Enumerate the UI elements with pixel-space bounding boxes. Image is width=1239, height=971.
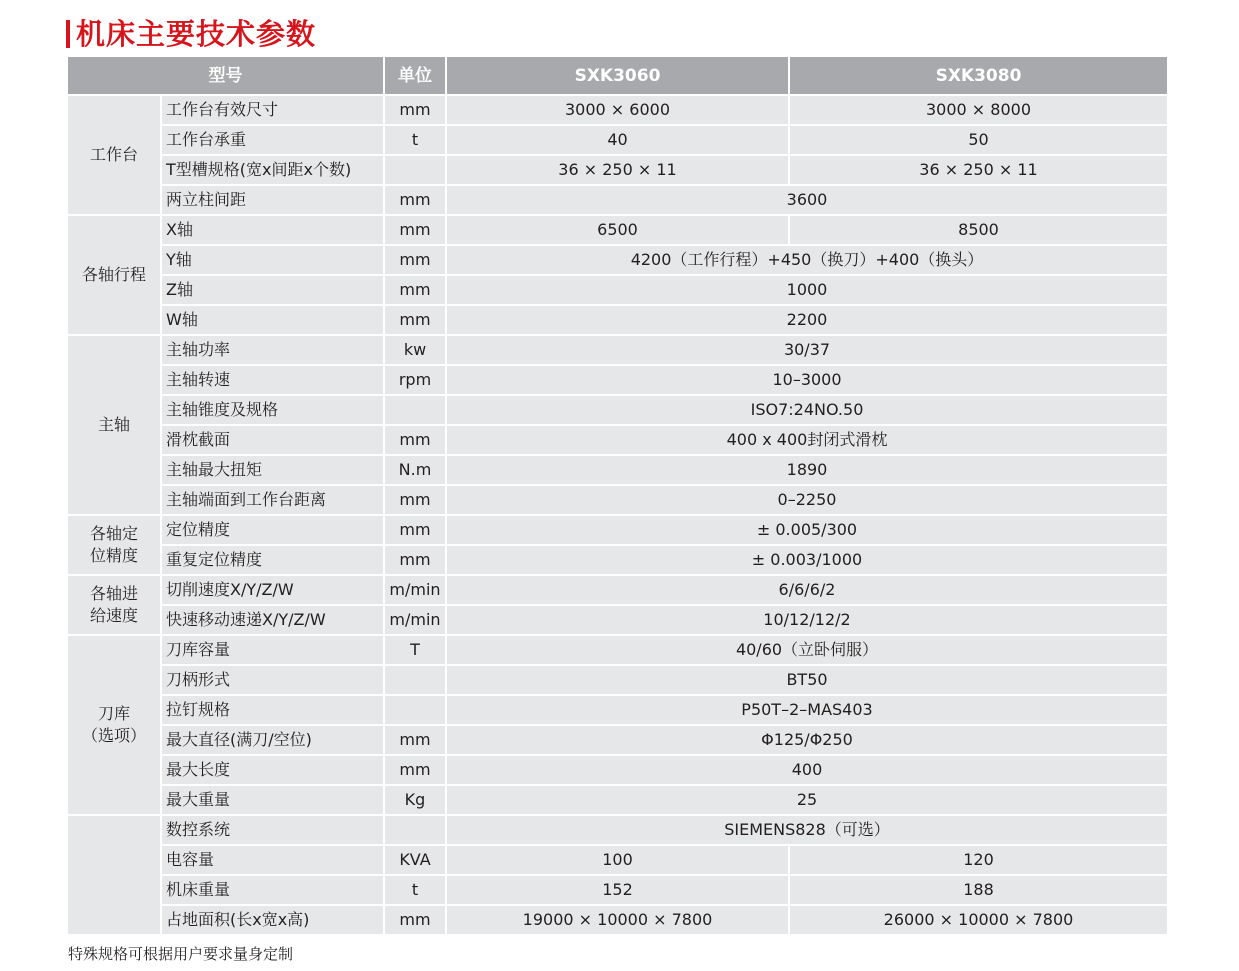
param-value: 10–3000 — [446, 365, 1167, 395]
param-value-sxk3060: 19000 × 10000 × 7800 — [446, 905, 789, 934]
param-name: 占地面积(长x宽x高) — [161, 905, 384, 934]
param-unit: mm — [384, 275, 446, 305]
header-model: 型号 — [68, 57, 384, 95]
param-unit: mm — [384, 725, 446, 755]
param-value: 400 — [446, 755, 1167, 785]
group-label-line: 位精度 — [89, 546, 138, 565]
table-row — [68, 125, 1167, 155]
param-value: 1000 — [446, 275, 1167, 305]
param-name: X轴 — [161, 215, 384, 245]
param-unit: mm — [384, 305, 446, 335]
param-value-sxk3080: 36 × 250 × 11 — [789, 155, 1167, 185]
group-label: 各轴行程 — [68, 215, 161, 335]
param-name: 最大长度 — [161, 755, 384, 785]
table-row — [68, 485, 1167, 515]
param-value-sxk3060: 100 — [446, 845, 789, 875]
param-value: ISO7:24NO.50 — [446, 395, 1167, 425]
param-unit — [384, 665, 446, 695]
param-unit: kw — [384, 335, 446, 365]
group-label — [68, 635, 161, 815]
table-row — [68, 725, 1167, 755]
header-col-sxk3060: SXK3060 — [446, 57, 789, 95]
param-name: 最大重量 — [161, 785, 384, 815]
param-unit: KVA — [384, 845, 446, 875]
param-name: W轴 — [161, 305, 384, 335]
param-name: 最大直径(满刀/空位) — [161, 725, 384, 755]
group-label — [68, 815, 161, 934]
param-value: ± 0.005/300 — [446, 515, 1167, 545]
param-value: ± 0.003/1000 — [446, 545, 1167, 575]
param-unit: mm — [384, 245, 446, 275]
param-unit: mm — [384, 905, 446, 934]
param-name: 刀柄形式 — [161, 665, 384, 695]
table-row — [68, 575, 1167, 605]
param-unit: mm — [384, 485, 446, 515]
group-label: 主轴 — [68, 335, 161, 515]
table-row — [68, 185, 1167, 215]
table-row — [68, 845, 1167, 875]
header-col-sxk3080: SXK3080 — [789, 57, 1167, 95]
param-name: 数控系统 — [161, 815, 384, 845]
param-name: 快速移动速递X/Y/Z/W — [161, 605, 384, 635]
param-value: 1890 — [446, 455, 1167, 485]
table-row — [68, 245, 1167, 275]
param-unit: m/min — [384, 605, 446, 635]
param-unit: m/min — [384, 575, 446, 605]
param-unit: N.m — [384, 455, 446, 485]
param-name: 主轴端面到工作台距离 — [161, 485, 384, 515]
param-value: 10/12/12/2 — [446, 605, 1167, 635]
param-name: Z轴 — [161, 275, 384, 305]
param-unit: t — [384, 875, 446, 905]
param-value-sxk3060: 6500 — [446, 215, 789, 245]
table-row — [68, 335, 1167, 365]
table-row — [68, 305, 1167, 335]
param-value: 4200（工作行程）+450（换刀）+400（换头） — [446, 245, 1167, 275]
group-label — [68, 575, 161, 635]
page-title-block — [66, 14, 316, 54]
param-unit — [384, 155, 446, 185]
param-name: 电容量 — [161, 845, 384, 875]
spec-table — [68, 57, 1167, 934]
table-row — [68, 785, 1167, 815]
param-value: SIEMENS828（可选） — [446, 815, 1167, 845]
param-unit: mm — [384, 545, 446, 575]
param-value-sxk3080: 8500 — [789, 215, 1167, 245]
param-unit: Kg — [384, 785, 446, 815]
table-row — [68, 815, 1167, 845]
group-label-line: （选项） — [81, 726, 146, 745]
param-name: T型槽规格(宽x间距x个数) — [161, 155, 384, 185]
table-row — [68, 395, 1167, 425]
param-name: 滑枕截面 — [161, 425, 384, 455]
param-value: 6/6/6/2 — [446, 575, 1167, 605]
param-name: Y轴 — [161, 245, 384, 275]
param-value: 25 — [446, 785, 1167, 815]
param-name: 主轴锥度及规格 — [161, 395, 384, 425]
table-row — [68, 215, 1167, 245]
param-value-sxk3080: 26000 × 10000 × 7800 — [789, 905, 1167, 934]
param-value-sxk3060: 152 — [446, 875, 789, 905]
param-value: 2200 — [446, 305, 1167, 335]
group-label: 工作台 — [68, 95, 161, 215]
title-accent-bar — [66, 20, 70, 48]
table-row — [68, 365, 1167, 395]
group-label-line: 刀库 — [97, 704, 130, 723]
table-row — [68, 605, 1167, 635]
param-value: BT50 — [446, 665, 1167, 695]
param-value-sxk3080: 50 — [789, 125, 1167, 155]
param-value: 40/60（立卧伺服） — [446, 635, 1167, 665]
param-value-sxk3060: 36 × 250 × 11 — [446, 155, 789, 185]
table-row — [68, 425, 1167, 455]
param-value: 0–2250 — [446, 485, 1167, 515]
param-unit: mm — [384, 185, 446, 215]
param-name: 切削速度X/Y/Z/W — [161, 575, 384, 605]
footnote: 特殊规格可根据用户要求量身定制 — [68, 945, 294, 963]
param-value-sxk3060: 3000 × 6000 — [446, 95, 789, 125]
param-unit — [384, 695, 446, 725]
param-value: Φ125/Φ250 — [446, 725, 1167, 755]
param-name: 重复定位精度 — [161, 545, 384, 575]
header-unit: 单位 — [384, 57, 446, 95]
table-row — [68, 515, 1167, 545]
param-name: 主轴转速 — [161, 365, 384, 395]
param-name: 主轴最大扭矩 — [161, 455, 384, 485]
param-unit: mm — [384, 515, 446, 545]
table-header-row — [68, 57, 1167, 95]
param-name: 主轴功率 — [161, 335, 384, 365]
table-row — [68, 875, 1167, 905]
param-unit — [384, 815, 446, 845]
table-row — [68, 695, 1167, 725]
param-unit: rpm — [384, 365, 446, 395]
param-name: 两立柱间距 — [161, 185, 384, 215]
param-value-sxk3080: 188 — [789, 875, 1167, 905]
table-row — [68, 755, 1167, 785]
page-title: 机床主要技术参数 — [76, 17, 317, 51]
table-row — [68, 545, 1167, 575]
table-row — [68, 455, 1167, 485]
param-unit: t — [384, 125, 446, 155]
param-name: 拉钉规格 — [161, 695, 384, 725]
param-name: 刀库容量 — [161, 635, 384, 665]
param-name: 工作台承重 — [161, 125, 384, 155]
table-row — [68, 635, 1167, 665]
group-label — [68, 515, 161, 575]
table-row — [68, 95, 1167, 125]
table-body — [68, 95, 1167, 934]
param-name: 定位精度 — [161, 515, 384, 545]
group-label-line: 各轴进 — [89, 584, 138, 603]
table-row — [68, 665, 1167, 695]
group-label-line: 给速度 — [89, 606, 138, 625]
param-name: 机床重量 — [161, 875, 384, 905]
param-unit: mm — [384, 755, 446, 785]
param-value-sxk3080: 3000 × 8000 — [789, 95, 1167, 125]
param-value: 30/37 — [446, 335, 1167, 365]
group-label-line: 各轴定 — [89, 524, 138, 543]
table-row — [68, 275, 1167, 305]
table-row — [68, 905, 1167, 934]
table-row — [68, 155, 1167, 185]
param-unit: mm — [384, 215, 446, 245]
param-value: P50T–2–MAS403 — [446, 695, 1167, 725]
param-value: 400 x 400封闭式滑枕 — [446, 425, 1167, 455]
param-unit: T — [384, 635, 446, 665]
param-unit — [384, 395, 446, 425]
param-value: 3600 — [446, 185, 1167, 215]
param-value-sxk3060: 40 — [446, 125, 789, 155]
param-value-sxk3080: 120 — [789, 845, 1167, 875]
param-name: 工作台有效尺寸 — [161, 95, 384, 125]
param-unit: mm — [384, 95, 446, 125]
param-unit: mm — [384, 425, 446, 455]
